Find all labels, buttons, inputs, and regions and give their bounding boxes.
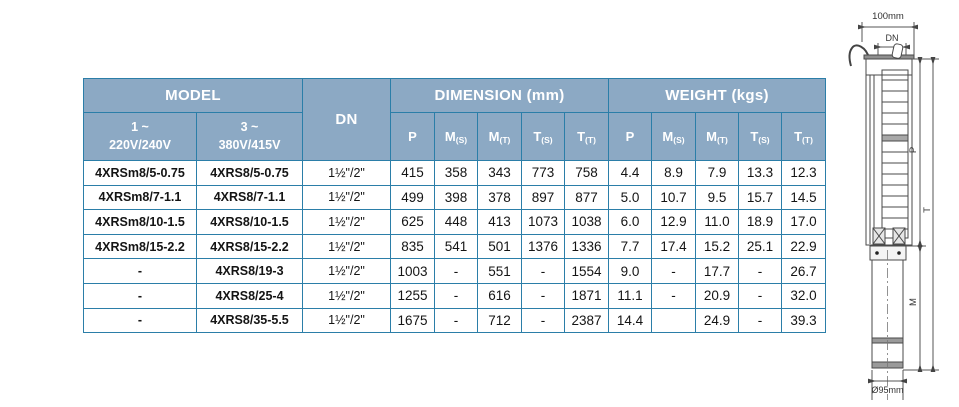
wt-p: 6.0 [609,210,652,235]
dim-tt: 1554 [565,259,609,284]
model-1ph: 4XRSm8/10-1.5 [84,210,197,235]
model-1ph: - [84,283,197,308]
dim-ms: 358 [435,161,478,186]
dim-ts: 1376 [522,234,565,259]
phase1-header [84,113,197,161]
table-row [84,283,826,308]
dn-value: 1½"/2" [303,210,391,235]
model-3ph: 4XRS8/5-0.75 [197,161,303,186]
dim-mt: 712 [478,308,522,333]
wt-col-tt: $T_{(T)}$ [782,113,826,161]
wt-mt: 20.9 [696,283,739,308]
model-1ph: 4XRSm8/15-2.2 [84,234,197,259]
dim-tt: 877 [565,185,609,210]
pump-spec-table [83,78,826,333]
dim-p: 625 [391,210,435,235]
dim-p: 1675 [391,308,435,333]
wt-mt: 7.9 [696,161,739,186]
dn-value: 1½"/2" [303,308,391,333]
phase1-line2: 220V/240V [109,137,171,152]
wt-mt: 24.9 [696,308,739,333]
dim-mt: 616 [478,283,522,308]
wt-col-p: P [609,113,652,161]
phase3-line2: 380V/415V [218,137,281,152]
bolt-right [897,251,901,255]
wt-ms [652,308,696,333]
wt-p: 5.0 [609,185,652,210]
model-3ph: 4XRS8/10-1.5 [197,210,303,235]
dim-ms: 398 [435,185,478,210]
m-dimension-label: M [908,298,919,306]
model-3ph: 4XRS8/35-5.5 [197,308,303,333]
dim-ts: 773 [522,161,565,186]
model-1ph: - [84,259,197,284]
wt-p: 7.7 [609,234,652,259]
weight-header: WEIGHT (kgs) [609,79,826,113]
wt-p: 14.4 [609,308,652,333]
wt-mt: 11.0 [696,210,739,235]
dim-col-ms: $M_{(S)}$ [435,113,478,161]
dim-ts: - [522,283,565,308]
dim-tt: 1871 [565,283,609,308]
wt-mt: 15.2 [696,234,739,259]
model-1ph: - [84,308,197,333]
discharge-head [866,59,912,75]
model-3ph: 4XRS8/15-2.2 [197,234,303,259]
wt-mt: 9.5 [696,185,739,210]
dim-col-mt: $M_{(T)}$ [478,113,522,161]
wt-tt: 22.9 [782,234,826,259]
dim-mt: 501 [478,234,522,259]
pump-diagram [844,0,959,407]
dim-mt: 551 [478,259,522,284]
header-row-subcolumns [84,113,826,161]
model-3ph: 4XRS8/25-4 [197,283,303,308]
dim-ts: - [522,308,565,333]
dim-ts: - [522,259,565,284]
dim-tt: 1336 [565,234,609,259]
wt-tt: 32.0 [782,283,826,308]
phase1-line1: 1 ~ [131,120,149,134]
model-3ph: 4XRS8/19-3 [197,259,303,284]
wt-ts: 25.1 [739,234,782,259]
table-row [84,210,826,235]
dn-value: 1½"/2" [303,259,391,284]
t-dimension-label: T [922,207,933,213]
wt-ts: 15.7 [739,185,782,210]
model-1ph: 4XRSm8/5-0.75 [84,161,197,186]
wt-ms: 8.9 [652,161,696,186]
dn-header: DN [303,79,391,161]
wt-ts: 18.9 [739,210,782,235]
wt-p: 4.4 [609,161,652,186]
p-dimension-label: P [908,146,919,154]
model-1ph: 4XRSm8/7-1.1 [84,185,197,210]
wt-ms: 12.9 [652,210,696,235]
wt-p: 9.0 [609,259,652,284]
wt-col-ts: $T_{(S)}$ [739,113,782,161]
dim-col-p: P [391,113,435,161]
wt-ms: 17.4 [652,234,696,259]
table-row [84,161,826,186]
table-row [84,185,826,210]
dim-col-ts: $T_{(S)}$ [522,113,565,161]
dimension-header: DIMENSION (mm) [391,79,609,113]
dim-col-tt: $T_{(T)}$ [565,113,609,161]
wt-ms: - [652,283,696,308]
dim-p: 499 [391,185,435,210]
dim-mt: 413 [478,210,522,235]
dim-tt: 1038 [565,210,609,235]
dim-tt: 2387 [565,308,609,333]
dim-mt: 378 [478,185,522,210]
dim-ms: - [435,308,478,333]
dn-value: 1½"/2" [303,185,391,210]
dim-p: 1003 [391,259,435,284]
pump-body [864,43,914,368]
wt-tt: 39.3 [782,308,826,333]
wt-ts: 13.3 [739,161,782,186]
dim-ms: 448 [435,210,478,235]
dim-ts: 897 [522,185,565,210]
dn-value: 1½"/2" [303,161,391,186]
wt-p: 11.1 [609,283,652,308]
dn-dimension-label: DN [885,33,899,43]
stage-stack [882,70,908,238]
table-row [84,308,826,333]
dim-ms: - [435,259,478,284]
dim-ms: 541 [435,234,478,259]
wt-mt: 17.7 [696,259,739,284]
dim-tt: 758 [565,161,609,186]
header-row-groups [84,79,826,113]
dim-p: 1255 [391,283,435,308]
wt-ts: - [739,308,782,333]
model-3ph: 4XRS8/7-1.1 [197,185,303,210]
dim-p: 835 [391,234,435,259]
model-header: MODEL [84,79,303,113]
dn-value: 1½"/2" [303,283,391,308]
dim-mt: 343 [478,161,522,186]
diameter-dimension-label: Ø95mm [871,385,904,395]
wt-col-ms: $M_{(S)}$ [652,113,696,161]
wt-col-mt: $M_{(T)}$ [696,113,739,161]
table-row [84,259,826,284]
wt-ts: - [739,259,782,284]
top-plate [864,55,914,59]
dim-ms: - [435,283,478,308]
dim-ts: 1073 [522,210,565,235]
width-dimension-label: 100mm [872,11,904,22]
wt-tt: 17.0 [782,210,826,235]
phase3-header [197,113,303,161]
dim-p: 415 [391,161,435,186]
table-row [84,234,826,259]
wt-tt: 12.3 [782,161,826,186]
bolt-left [875,251,879,255]
wt-ms: - [652,259,696,284]
wt-tt: 14.5 [782,185,826,210]
wt-tt: 26.7 [782,259,826,284]
phase3-line1: 3 ~ [240,120,259,134]
wt-ms: 10.7 [652,185,696,210]
wt-ts: - [739,283,782,308]
dn-value: 1½"/2" [303,234,391,259]
